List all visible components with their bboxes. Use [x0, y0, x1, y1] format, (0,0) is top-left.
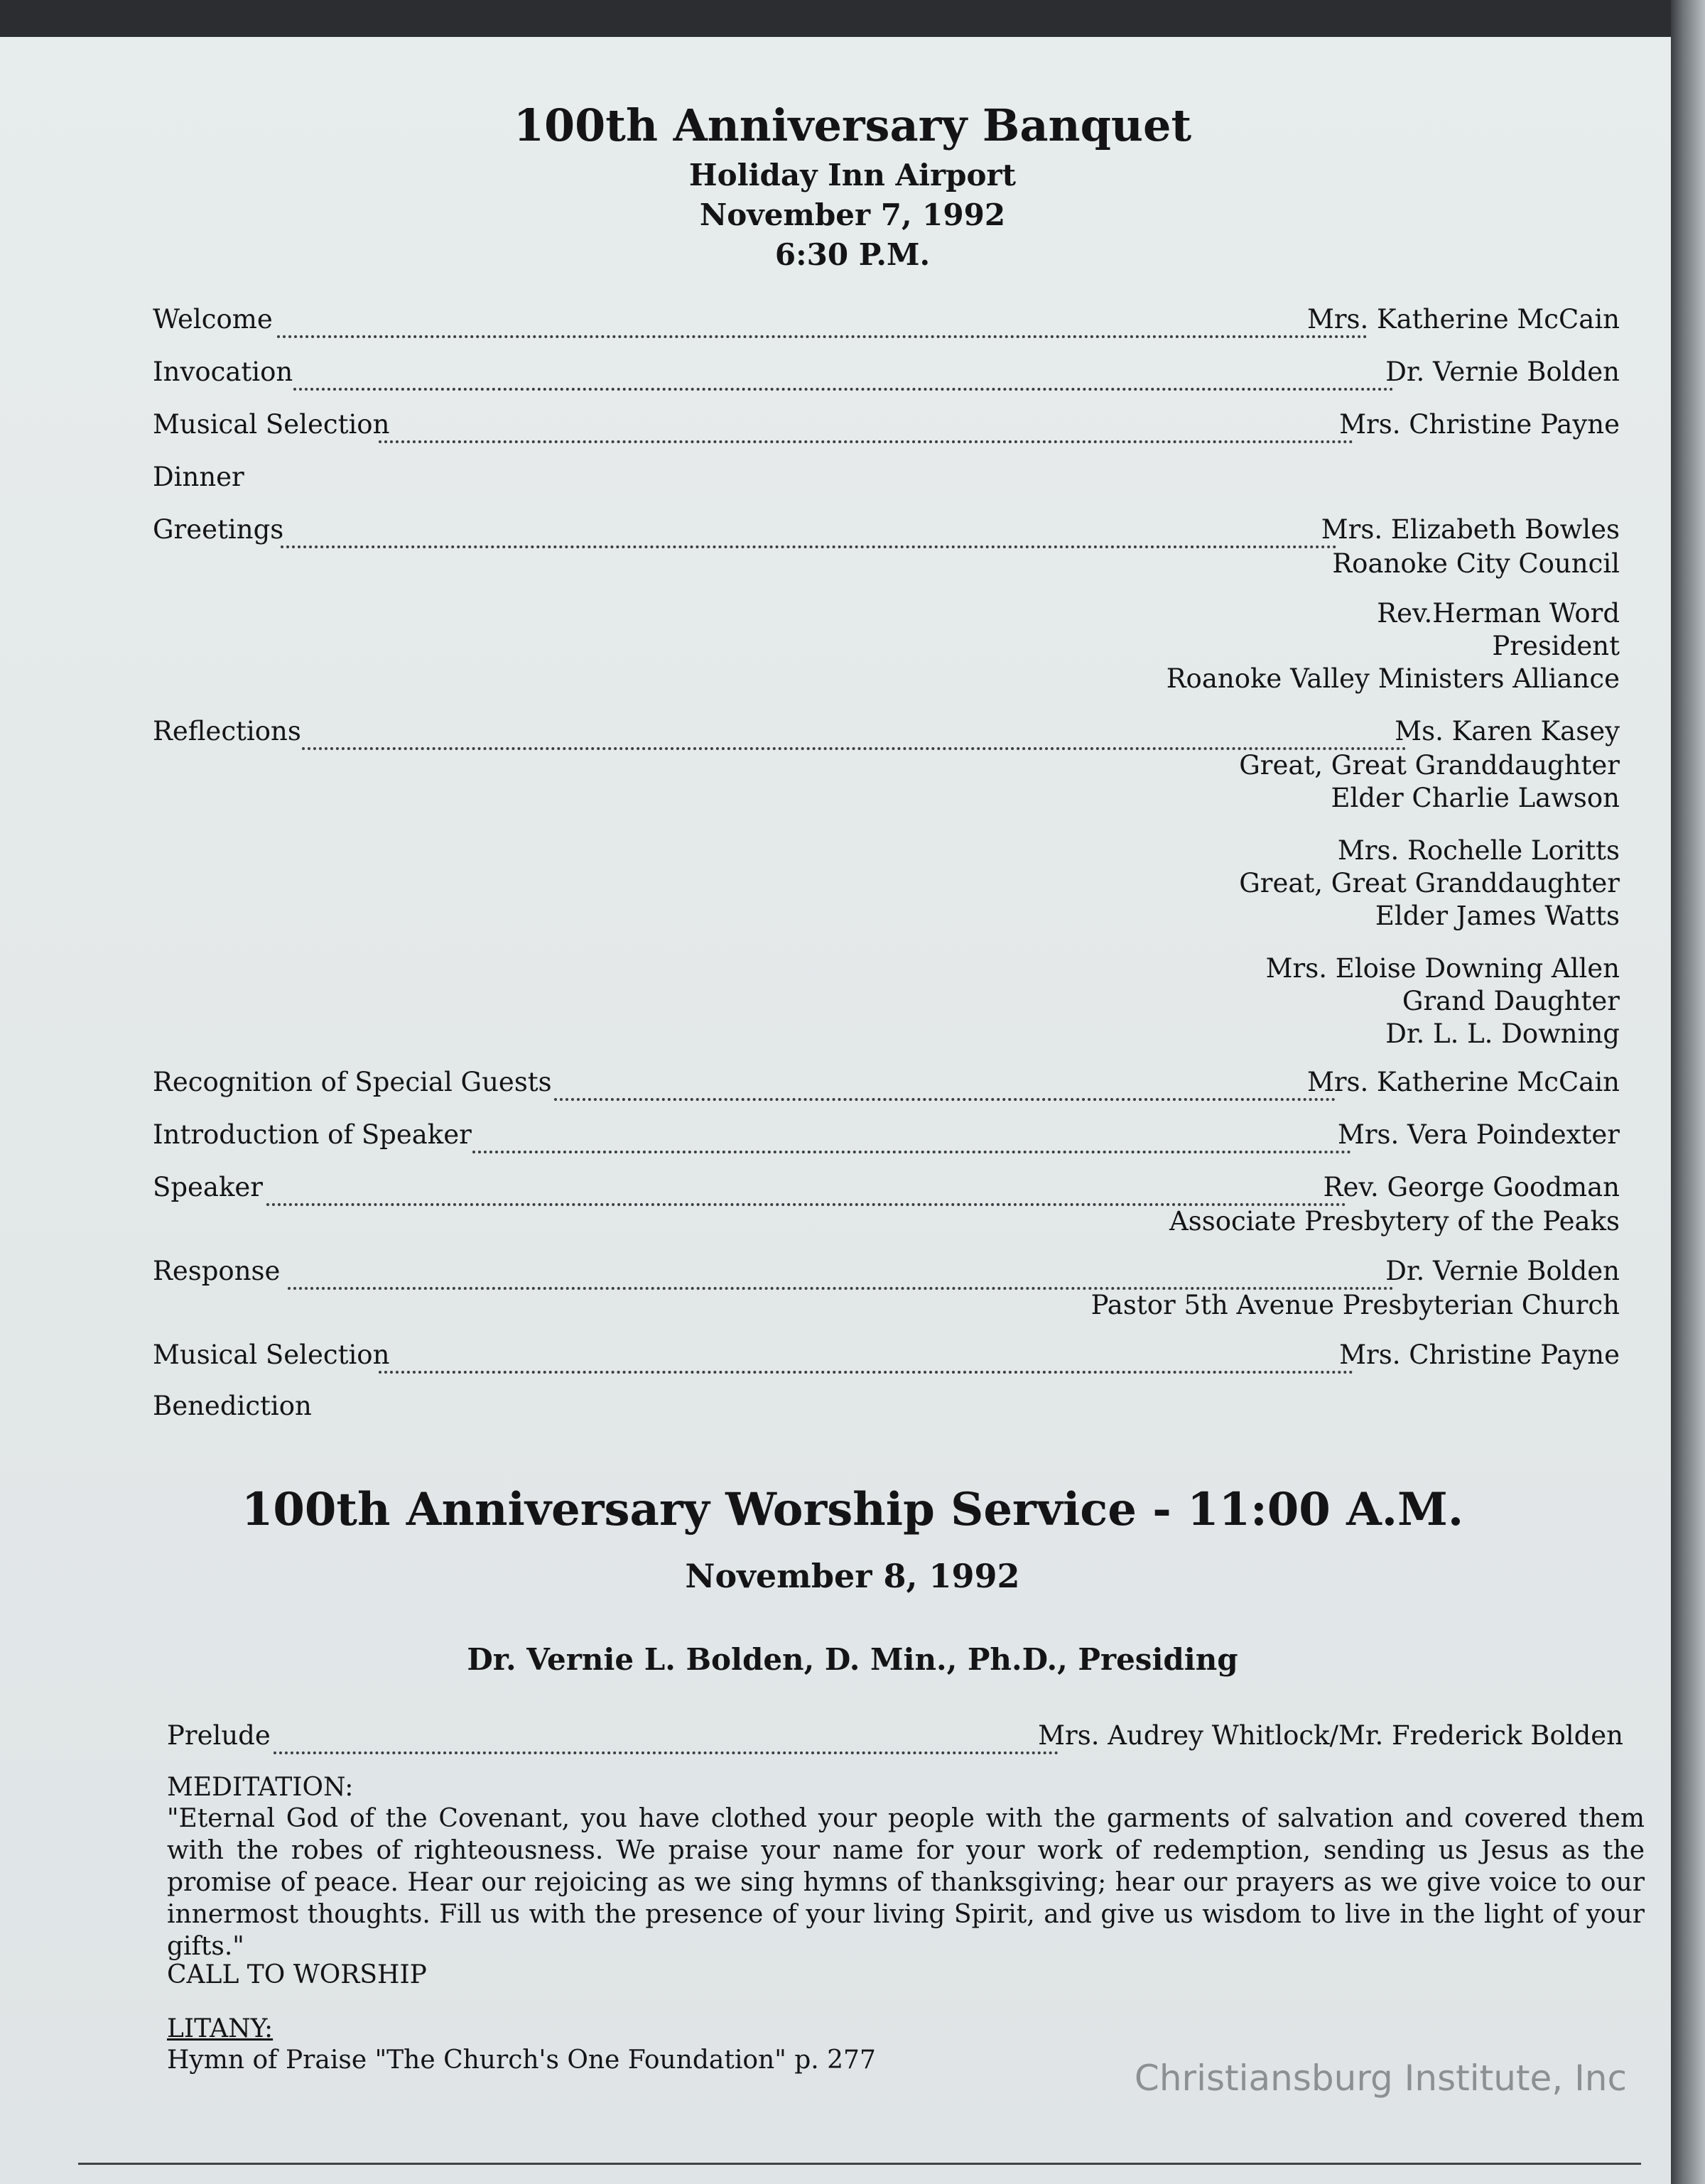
program-item-label: Speaker	[153, 1172, 263, 1202]
program-detail: Dr. L. L. Downing	[1385, 1018, 1620, 1049]
program-item-name: Mrs. Christine Payne	[1339, 409, 1620, 440]
banquet-time: 6:30 P.M.	[774, 237, 931, 272]
program-detail: Roanoke City Council	[1332, 548, 1620, 579]
program-detail: Mrs. Eloise Downing Allen	[1265, 953, 1620, 984]
program-item-prelude	[167, 1720, 1623, 1754]
watermark: Christiansburg Institute, Inc	[1134, 2058, 1627, 2099]
leader-dots	[274, 1720, 1059, 1754]
program-item-name: Mrs. Katherine McCain	[1306, 1067, 1620, 1097]
program-detail: Rev.Herman Word	[1377, 598, 1620, 629]
program-item-label: Welcome	[153, 304, 273, 335]
call-to-worship: CALL TO WORSHIP	[167, 1960, 427, 1989]
program-item-name: Rev. George Goodman	[1323, 1172, 1620, 1202]
program-item-label: Recognition of Special Guests	[153, 1067, 552, 1097]
program-item-label: Introduction of Speaker	[153, 1119, 472, 1150]
program-item-name: Mrs. Katherine McCain	[1306, 304, 1620, 335]
program-detail: Great, Great Granddaughter	[1239, 868, 1620, 898]
program-detail: Grand Daughter	[1402, 986, 1620, 1016]
banquet-title: 100th Anniversary Banquet	[513, 99, 1192, 151]
program-item-label: Response	[153, 1256, 281, 1286]
program-item-name: Dr. Vernie Bolden	[1385, 1256, 1620, 1286]
program-item-label: Invocation	[153, 357, 293, 387]
program-detail: Great, Great Granddaughter	[1239, 750, 1620, 781]
worship-title: 100th Anniversary Worship Service - 11:00 A.M.	[241, 1483, 1464, 1536]
program-item-name: Dr. Vernie Bolden	[1385, 357, 1620, 387]
meditation-text: "Eternal God of the Covenant, you have clothed your people with the garments of salvation and covered them with the robes of righteousness. We praise your name for your work of redemption, sending us Jesus as the promise of peace. Hear our rejoicing as we sing hymns of thanksgiving; hear our prayers as we give voice to our innermost thoughts. Fill us with the presence of your living Spirit, and give us wisdom to live in the light of your gifts."	[167, 1804, 1645, 1961]
meditation-heading: MEDITATION:	[167, 1773, 354, 1802]
program-item-name: Ms. Karen Kasey	[1395, 716, 1620, 746]
program-detail: Roanoke Valley Ministers Alliance	[1166, 663, 1620, 694]
program-detail: Elder James Watts	[1375, 901, 1620, 931]
worship-date: November 8, 1992	[685, 1557, 1020, 1595]
program-item-label: Musical Selection	[153, 1340, 390, 1370]
program-item-label: Dinner	[153, 462, 244, 492]
bottom-rule	[78, 2163, 1641, 2165]
banquet-date: November 7, 1992	[699, 197, 1006, 232]
program-item-name: Mrs. Christine Payne	[1339, 1340, 1620, 1370]
page-edge	[1671, 0, 1705, 2184]
program-detail: President	[1492, 631, 1620, 661]
program-detail: Associate Presbytery of the Peaks	[1169, 1206, 1620, 1237]
litany-heading: LITANY:	[167, 2014, 274, 2043]
program-item-label: Musical Selection	[153, 409, 390, 440]
hymn-line: Hymn of Praise "The Church's One Foundation" p. 277	[167, 2046, 876, 2075]
program-detail: Mrs. Rochelle Loritts	[1337, 835, 1620, 866]
program-item-label: Benediction	[153, 1391, 312, 1421]
worship-program	[167, 0, 1623, 1776]
program-item-label: Reflections	[153, 716, 301, 746]
program-item-name: Mrs. Elizabeth Bowles	[1321, 514, 1620, 545]
program-item-label: Prelude	[167, 1720, 271, 1751]
program-item-name: Mrs. Audrey Whitlock/Mr. Frederick Bolden	[1038, 1720, 1623, 1751]
program-detail: Pastor 5th Avenue Presbyterian Church	[1090, 1290, 1620, 1320]
program-item-name: Mrs. Vera Poindexter	[1337, 1119, 1620, 1150]
banquet-venue: Holiday Inn Airport	[688, 158, 1017, 192]
program-item-label: Greetings	[153, 514, 284, 545]
program-detail: Elder Charlie Lawson	[1331, 783, 1620, 813]
presiding-line: Dr. Vernie L. Bolden, D. Min., Ph.D., Presiding	[467, 1642, 1238, 1677]
